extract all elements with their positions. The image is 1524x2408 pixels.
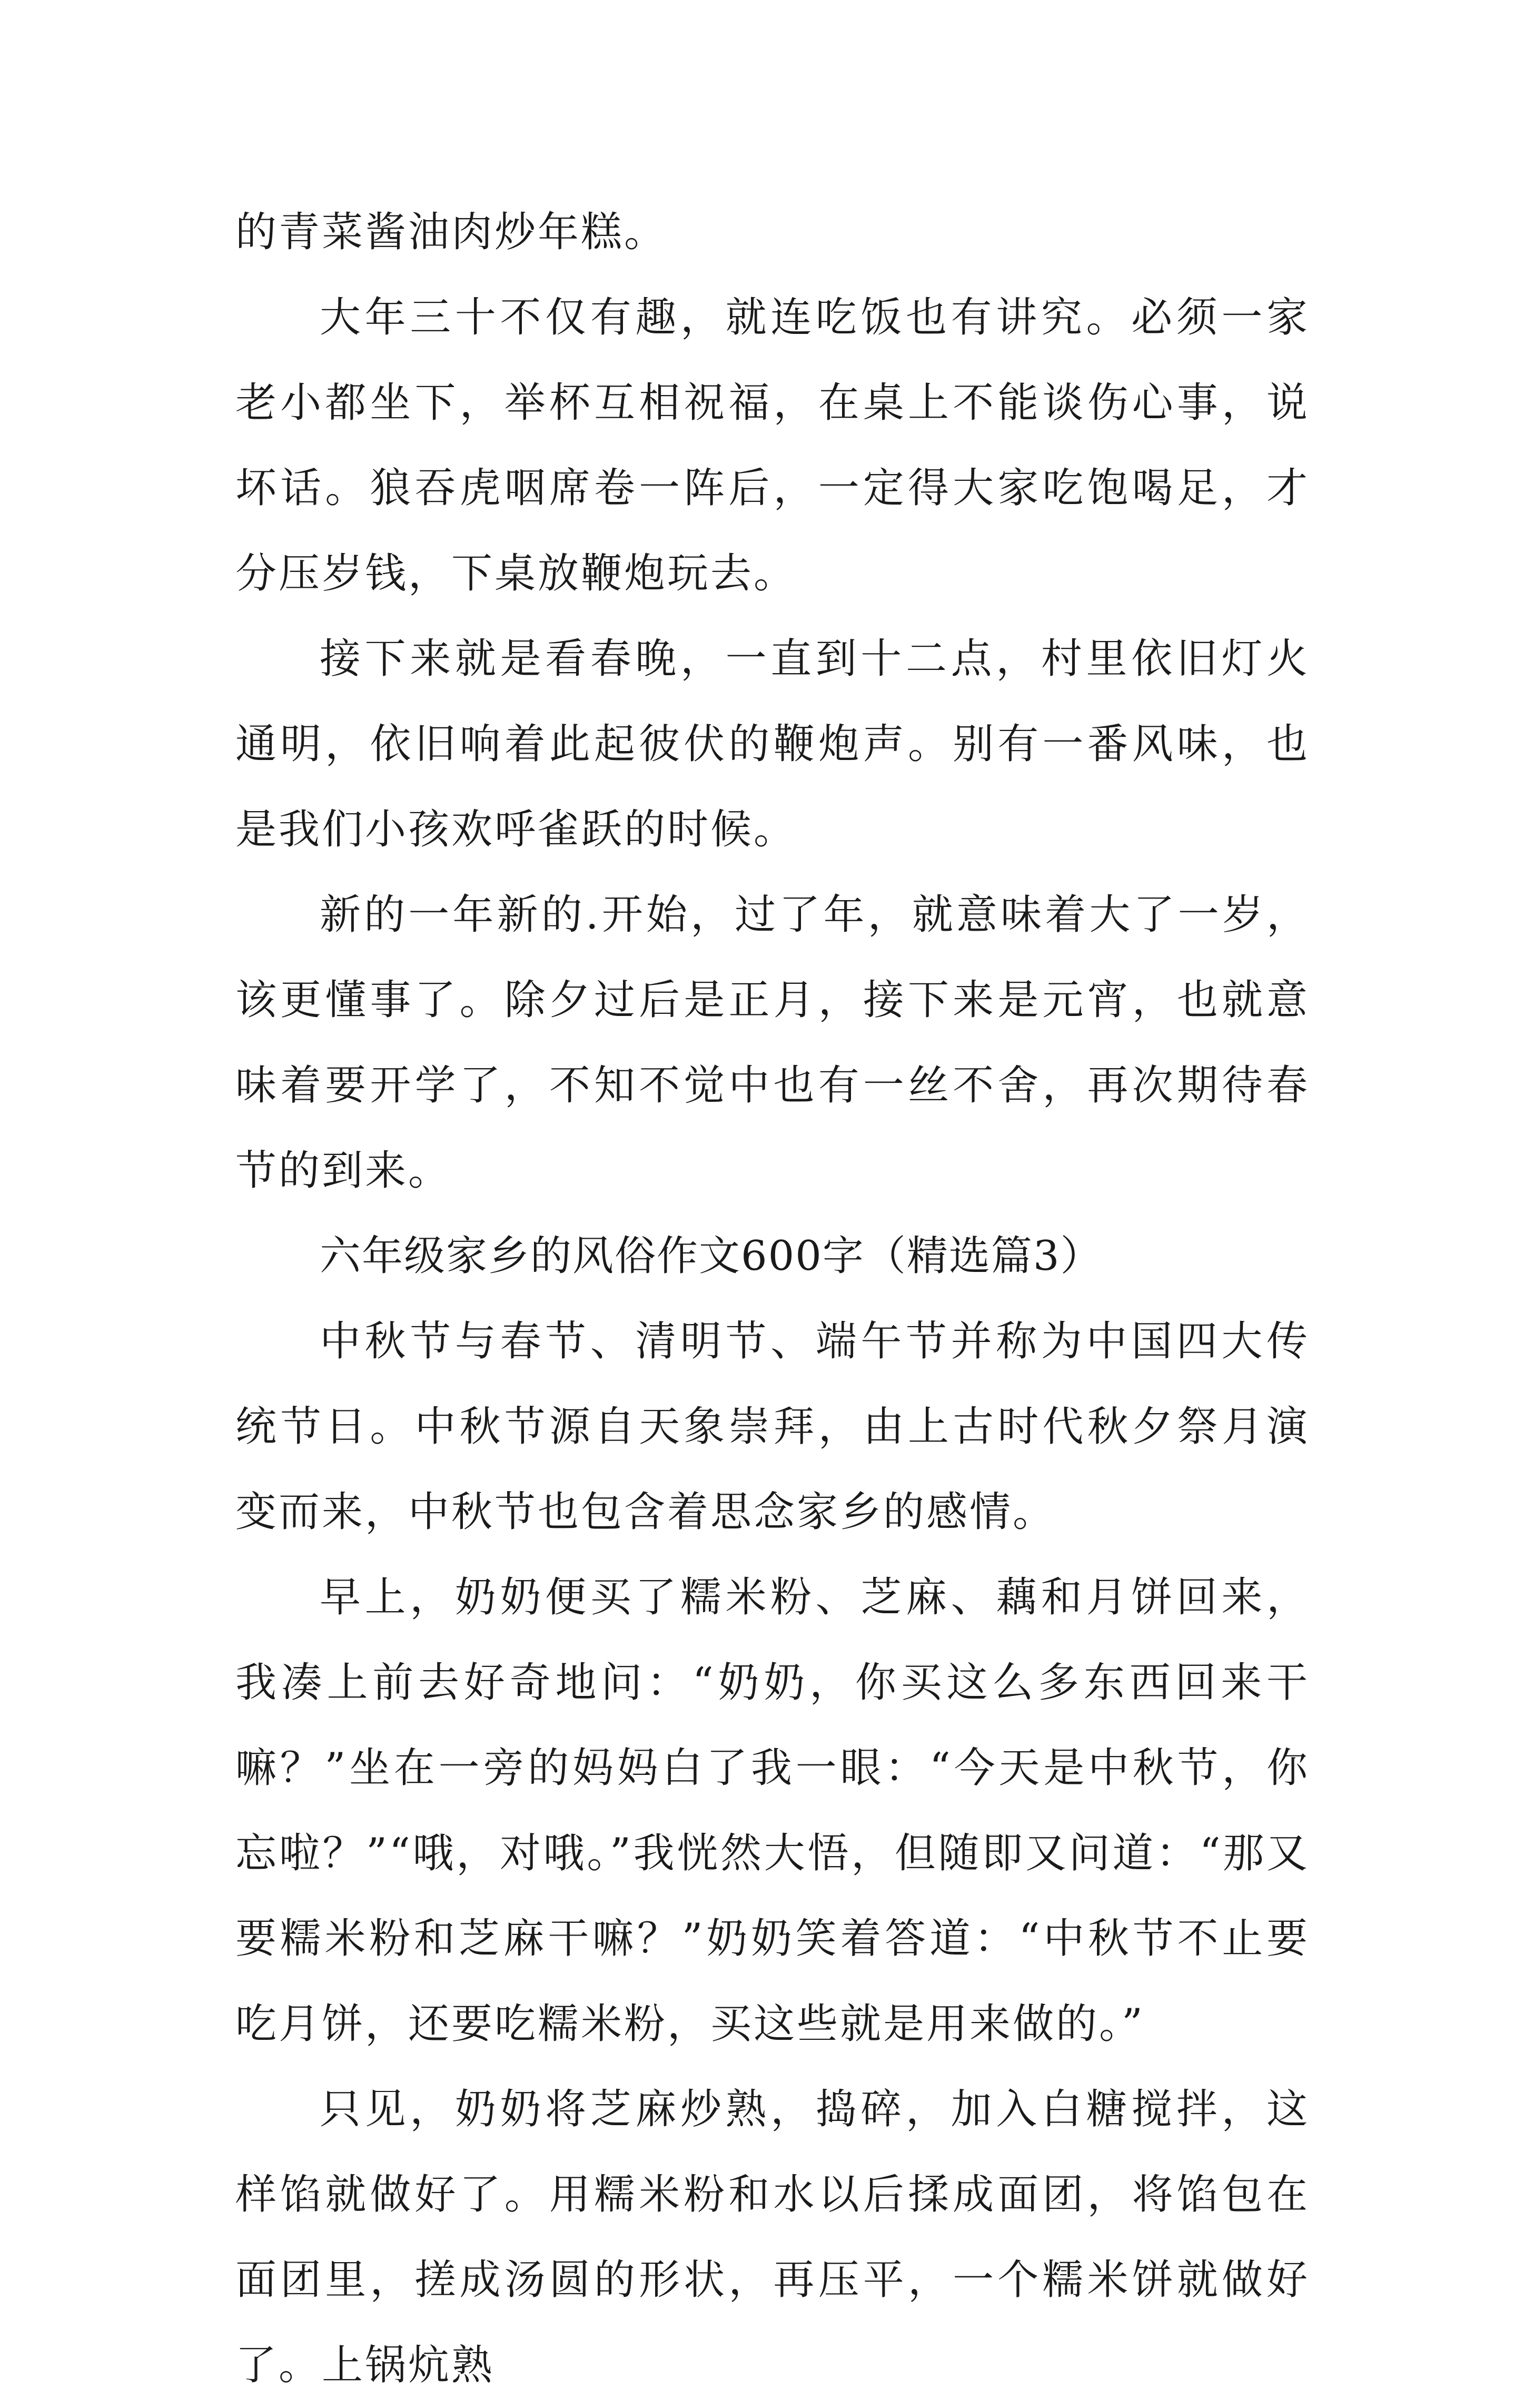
paragraph: 新的一年新的.开始，过了年，就意味着大了一岁，该更懂事了。除夕过后是正月，接下来是元宵，也就意味着要开学了，不知不觉中也有一丝不舍，再次期待春节的到来。 — [235, 891, 1310, 1195]
section-heading: 六年级家乡的风俗作文600字（精选篇3） — [320, 1232, 1103, 1280]
document-body — [235, 190, 1310, 2408]
paragraph: 早上，奶奶便买了糯米粉、芝麻、藕和月饼回来，我凑上前去好奇地问：“奶奶，你买这么多东西回来干嘛？”坐在一旁的妈妈白了我一眼：“今天是中秋节，你忘啦？”“哦，对哦。”我恍然大悟，但随即又问道：“那又要糯米粉和芝麻干嘛？”奶奶笑着答道：“中秋节不止要吃月饼，还要吃糯米粉，买这些就是用来做的。” — [235, 1574, 1310, 2048]
paragraph: 的青菜酱油肉炒年糕。 — [235, 209, 668, 256]
paragraph: 接下来就是看春晚，一直到十二点，村里依旧灯火通明，依旧响着此起彼伏的鞭炮声。别有一番风味，也是我们小孩欢呼雀跃的时候。 — [235, 635, 1310, 853]
paragraph: 大年三十不仅有趣，就连吃饭也有讲究。必须一家老小都坐下，举杯互相祝福，在桌上不能谈伤心事，说坏话。狼吞虎咽席卷一阵后，一定得大家吃饱喝足，才分压岁钱，下桌放鞭炮玩去。 — [235, 294, 1310, 597]
paragraph: 中秋节与春节、清明节、端午节并称为中国四大传统节日。中秋节源自天象崇拜，由上古时代秋夕祭月演变而来，中秋节也包含着思念家乡的感情。 — [235, 1318, 1310, 1536]
paragraph: 只见，奶奶将芝麻炒熟，捣碎，加入白糖搅拌，这样馅就做好了。用糯米粉和水以后揉成面团，将馅包在面团里，搓成汤圆的形状，再压平，一个糯米饼就做好了。上锅炕熟 — [235, 2086, 1310, 2389]
